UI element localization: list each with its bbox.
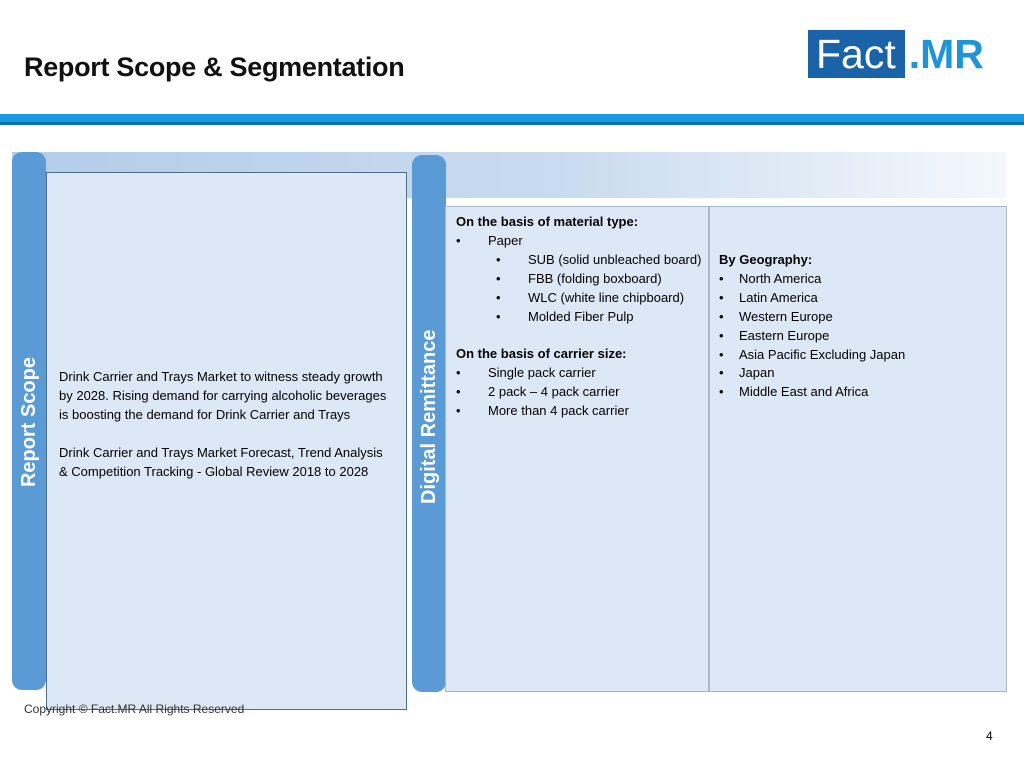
bullet-icon: • [496,270,501,286]
bullet-icon: • [496,308,501,324]
material-item: Molded Fiber Pulp [528,308,634,324]
bullet-icon: • [496,251,501,267]
list-item [719,346,999,365]
header-rule-dark [0,122,1024,125]
geography-item: Asia Pacific Excluding Japan [739,346,906,362]
list-item [456,308,706,327]
bullet-icon: • [456,365,461,381]
geography-heading: By Geography: [719,252,813,267]
list-item [719,308,999,327]
geography-item: Japan [739,365,775,381]
material-group: Paper [488,232,523,248]
carrier-item: More than 4 pack carrier [488,403,629,419]
geography-item: Western Europe [739,308,833,324]
bullet-icon: • [719,308,724,324]
page-number: 4 [986,729,993,743]
scope-text [59,367,389,500]
material-heading: On the basis of material type: [456,214,639,229]
geography-item: Latin America [739,289,818,305]
material-item: SUB (solid unbleached board) [528,251,702,267]
list-item [456,364,706,383]
geography-item: Middle East and Africa [739,384,869,400]
factmr-logo [808,30,984,78]
segmentation-panel [445,206,1007,692]
report-scope-panel [46,172,407,710]
bullet-icon: • [456,232,461,248]
geography-item: North America [739,270,822,286]
column-divider [708,207,710,691]
bullet-icon: • [456,384,461,400]
report-scope-label: Report Scope [18,356,40,488]
list-item [456,402,706,421]
bullet-icon: • [496,289,501,305]
list-item [719,327,999,346]
scope-paragraph-2: Drink Carrier and Trays Market Forecast, Trend Analysis & Competition Tracking - Global Review 2018 to 2028 [59,445,383,479]
list-item [456,383,706,402]
list-item [719,383,999,402]
segmentation-column-right [719,251,999,402]
bullet-icon: • [719,270,724,286]
header-rule [0,114,1024,122]
logo-word: Fact [808,30,905,78]
list-item [456,289,706,308]
scope-paragraph-1: Drink Carrier and Trays Market to witness steady growth by 2028. Rising demand for carrying alcoholic beverages is boosting the demand for Drink Carrier and Trays [59,369,387,422]
list-item [456,232,706,251]
list-item [456,270,706,289]
carrier-item: Single pack carrier [488,365,596,381]
bullet-icon: • [719,327,724,343]
bullet-icon: • [456,403,461,419]
page-title: Report Scope & Segmentation [24,52,405,82]
bullet-icon: • [719,346,724,362]
bullet-icon: • [719,384,724,400]
list-item [719,289,999,308]
material-item: WLC (white line chipboard) [528,289,685,305]
copyright: Copyright © Fact.MR All Rights Reserved [24,702,245,716]
list-item [719,270,999,289]
bullet-icon: • [719,289,724,305]
carrier-heading: On the basis of carrier size: [456,346,627,362]
list-item [719,364,999,383]
list-item [456,251,706,270]
digital-remittance-label: Digital Remittance [418,329,440,504]
bullet-icon: • [719,365,724,381]
carrier-item: 2 pack – 4 pack carrier [488,384,620,400]
logo-suffix: .MR [908,31,984,77]
segmentation-column-left [456,213,706,421]
material-item: FBB (folding boxboard) [528,270,662,286]
geography-item: Eastern Europe [739,327,830,343]
